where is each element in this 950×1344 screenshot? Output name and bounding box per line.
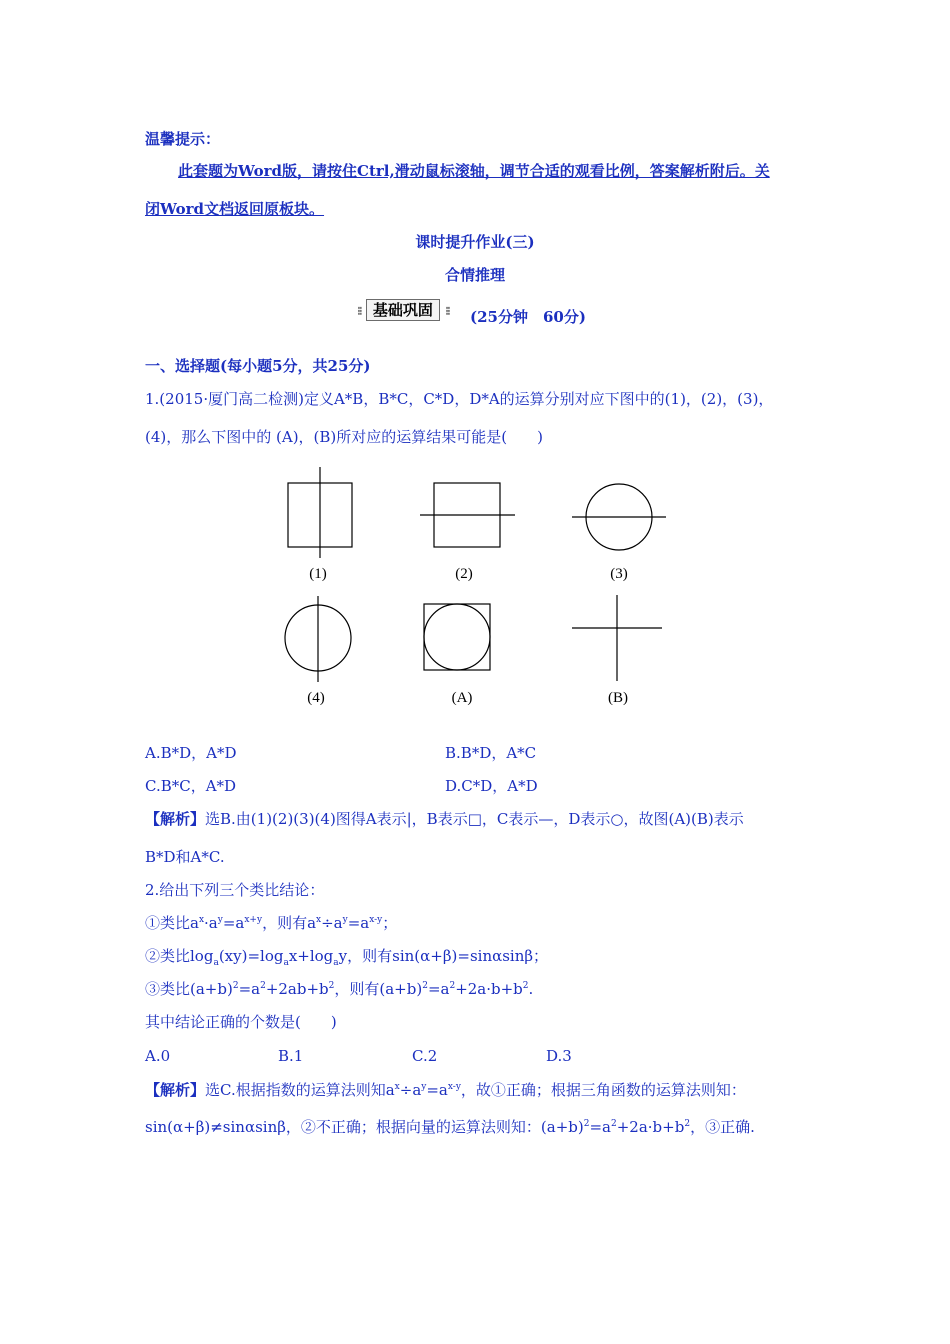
q2-item-2: ②类比$\log_a(xy)=\log_ax+\log_ay$，则有sin(α+β)=sinαsinβ；	[145, 947, 549, 968]
figA-circle	[424, 604, 490, 670]
q2-analysis-line2: sin(α+β)≠sinαsinβ，②不正确；根据向量的运算法则知：$(a+b)^2=a^2+2a\cdot b+b^2$，③正确.	[145, 1118, 755, 1136]
q1-analysis-text1: 选B.由(1)(2)(3)(4)图得A表示|，B表示□，C表示—，D表示○，故图(A)(B)表示	[205, 810, 744, 828]
page-subtitle: 合情推理	[444, 266, 505, 284]
badge-left-mark: ⁝⁝	[357, 304, 361, 318]
figB-label: (B)	[608, 690, 628, 706]
q1-analysis-line2: B*D和A*C.	[145, 848, 225, 866]
q1-analysis-line1	[145, 809, 744, 829]
badge-right-mark: ⁝⁝	[445, 304, 449, 318]
q2-option-a: A.0	[145, 1047, 171, 1065]
section-badge: 基础巩固	[366, 299, 440, 321]
time-score: (25分钟 60分)	[470, 308, 586, 326]
fig3-label: (3)	[610, 566, 628, 582]
q1-option-c: C.B*C，A*D	[145, 777, 237, 795]
q2-analysis-tag: 【解析】	[145, 1081, 206, 1099]
q1-analysis-tag: 【解析】	[145, 810, 206, 828]
fig2-label: (2)	[455, 566, 473, 582]
q1-option-d: D.C*D，A*D	[445, 777, 538, 795]
tip-line-2[interactable]: 闭Word文档返回原板块。	[145, 200, 325, 218]
tip-title: 温馨提示：	[145, 130, 221, 148]
q1-option-b: B.B*D，A*C	[445, 744, 537, 762]
q2-item-1: ①类比$a^x\cdot a^y=a^{x+y}$，则有$a^x\div a^y=a^{x-y}$；	[145, 914, 398, 932]
page-title: 课时提升作业(三)	[415, 233, 535, 251]
q2-option-b: B.1	[278, 1047, 304, 1065]
q2-question: 其中结论正确的个数是( )	[145, 1013, 337, 1031]
q1-option-a: A.B*D，A*D	[145, 744, 237, 762]
q1-stem-line2: (4)，那么下图中的 (A)，(B)所对应的运算结果可能是( )	[145, 428, 543, 446]
q2-option-d: D.3	[546, 1047, 572, 1065]
q2-analysis-line1: 【解析】选C.根据指数的运算法则知$a^x\div a^y=a^{x-y}$，故①正确；根据三角函数的运算法则知：	[145, 1081, 746, 1099]
figA-label: (A)	[451, 690, 473, 706]
fig1-label: (1)	[309, 566, 327, 582]
q1-stem-line1: 1.(2015·厦门高二检测)定义A*B，B*C，C*D，D*A的运算分别对应下图中的(1)，(2)，(3)，	[145, 390, 774, 408]
q2-item-3: ③类比$(a+b)^2=a^2+2ab+b^2$，则有$(a+b)^2=a^2+2a\cdot b+b^2$.	[145, 980, 534, 998]
fig4-label: (4)	[307, 690, 325, 706]
q2-option-c: C.2	[412, 1047, 438, 1065]
q2-stem: 2.给出下列三个类比结论：	[145, 881, 325, 899]
section-heading: 一、选择题(每小题5分，共25分)	[145, 357, 371, 375]
tip-line-1[interactable]: 此套题为Word版，请按住Ctrl,滑动鼠标滚轴，调节合适的观看比例，答案解析附后。关	[178, 162, 770, 180]
